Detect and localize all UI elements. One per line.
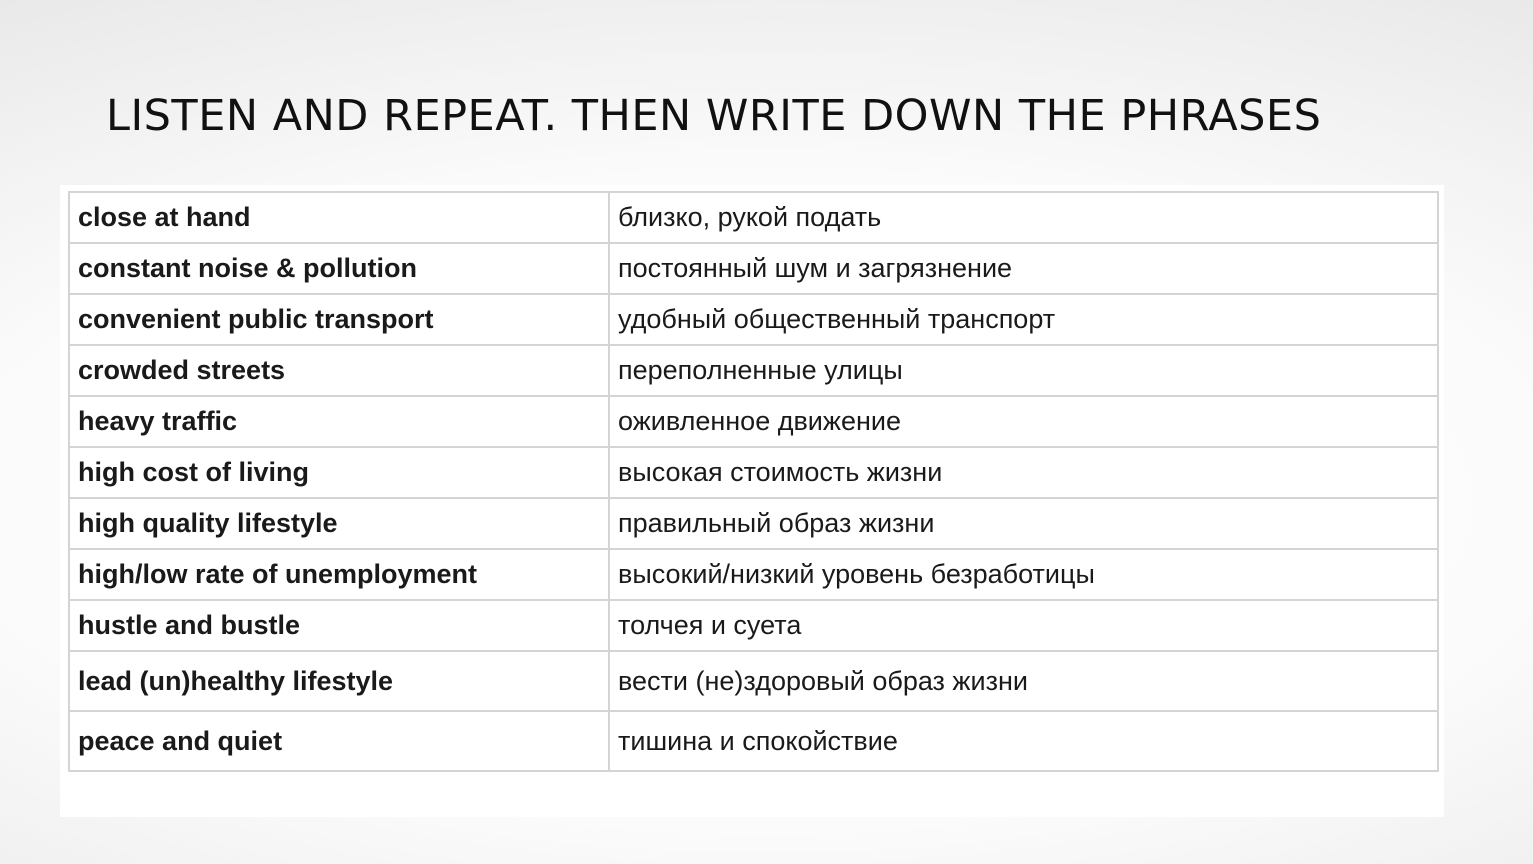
english-phrase: close at hand	[69, 192, 609, 243]
table-row	[69, 396, 1438, 447]
russian-translation: толчея и суета	[609, 600, 1438, 651]
russian-translation: близко, рукой подать	[609, 192, 1438, 243]
russian-translation: вести (не)здоровый образ жизни	[609, 651, 1438, 711]
english-phrase: peace and quiet	[69, 711, 609, 771]
english-phrase: convenient public transport	[69, 294, 609, 345]
russian-translation: тишина и спокойствие	[609, 711, 1438, 771]
russian-translation: удобный общественный транспорт	[609, 294, 1438, 345]
russian-translation: высокая стоимость жизни	[609, 447, 1438, 498]
russian-translation: постоянный шум и загрязнение	[609, 243, 1438, 294]
table-row	[69, 651, 1438, 711]
phrases-table	[68, 191, 1439, 772]
phrases-table-frame	[60, 185, 1444, 817]
table-row	[69, 345, 1438, 396]
russian-translation: переполненные улицы	[609, 345, 1438, 396]
russian-translation: правильный образ жизни	[609, 498, 1438, 549]
table-row	[69, 294, 1438, 345]
slide-title: LISTEN AND REPEAT. THEN WRITE DOWN THE PHRASES	[106, 91, 1322, 141]
table-row	[69, 498, 1438, 549]
english-phrase: lead (un)healthy lifestyle	[69, 651, 609, 711]
russian-translation: высокий/низкий уровень безработицы	[609, 549, 1438, 600]
table-row	[69, 192, 1438, 243]
english-phrase: hustle and bustle	[69, 600, 609, 651]
table-row	[69, 549, 1438, 600]
english-phrase: high quality lifestyle	[69, 498, 609, 549]
english-phrase: high/low rate of unemployment	[69, 549, 609, 600]
table-row	[69, 447, 1438, 498]
russian-translation: оживленное движение	[609, 396, 1438, 447]
english-phrase: high cost of living	[69, 447, 609, 498]
english-phrase: crowded streets	[69, 345, 609, 396]
table-row	[69, 600, 1438, 651]
english-phrase: heavy traffic	[69, 396, 609, 447]
english-phrase: constant noise & pollution	[69, 243, 609, 294]
table-row	[69, 243, 1438, 294]
table-row	[69, 711, 1438, 771]
